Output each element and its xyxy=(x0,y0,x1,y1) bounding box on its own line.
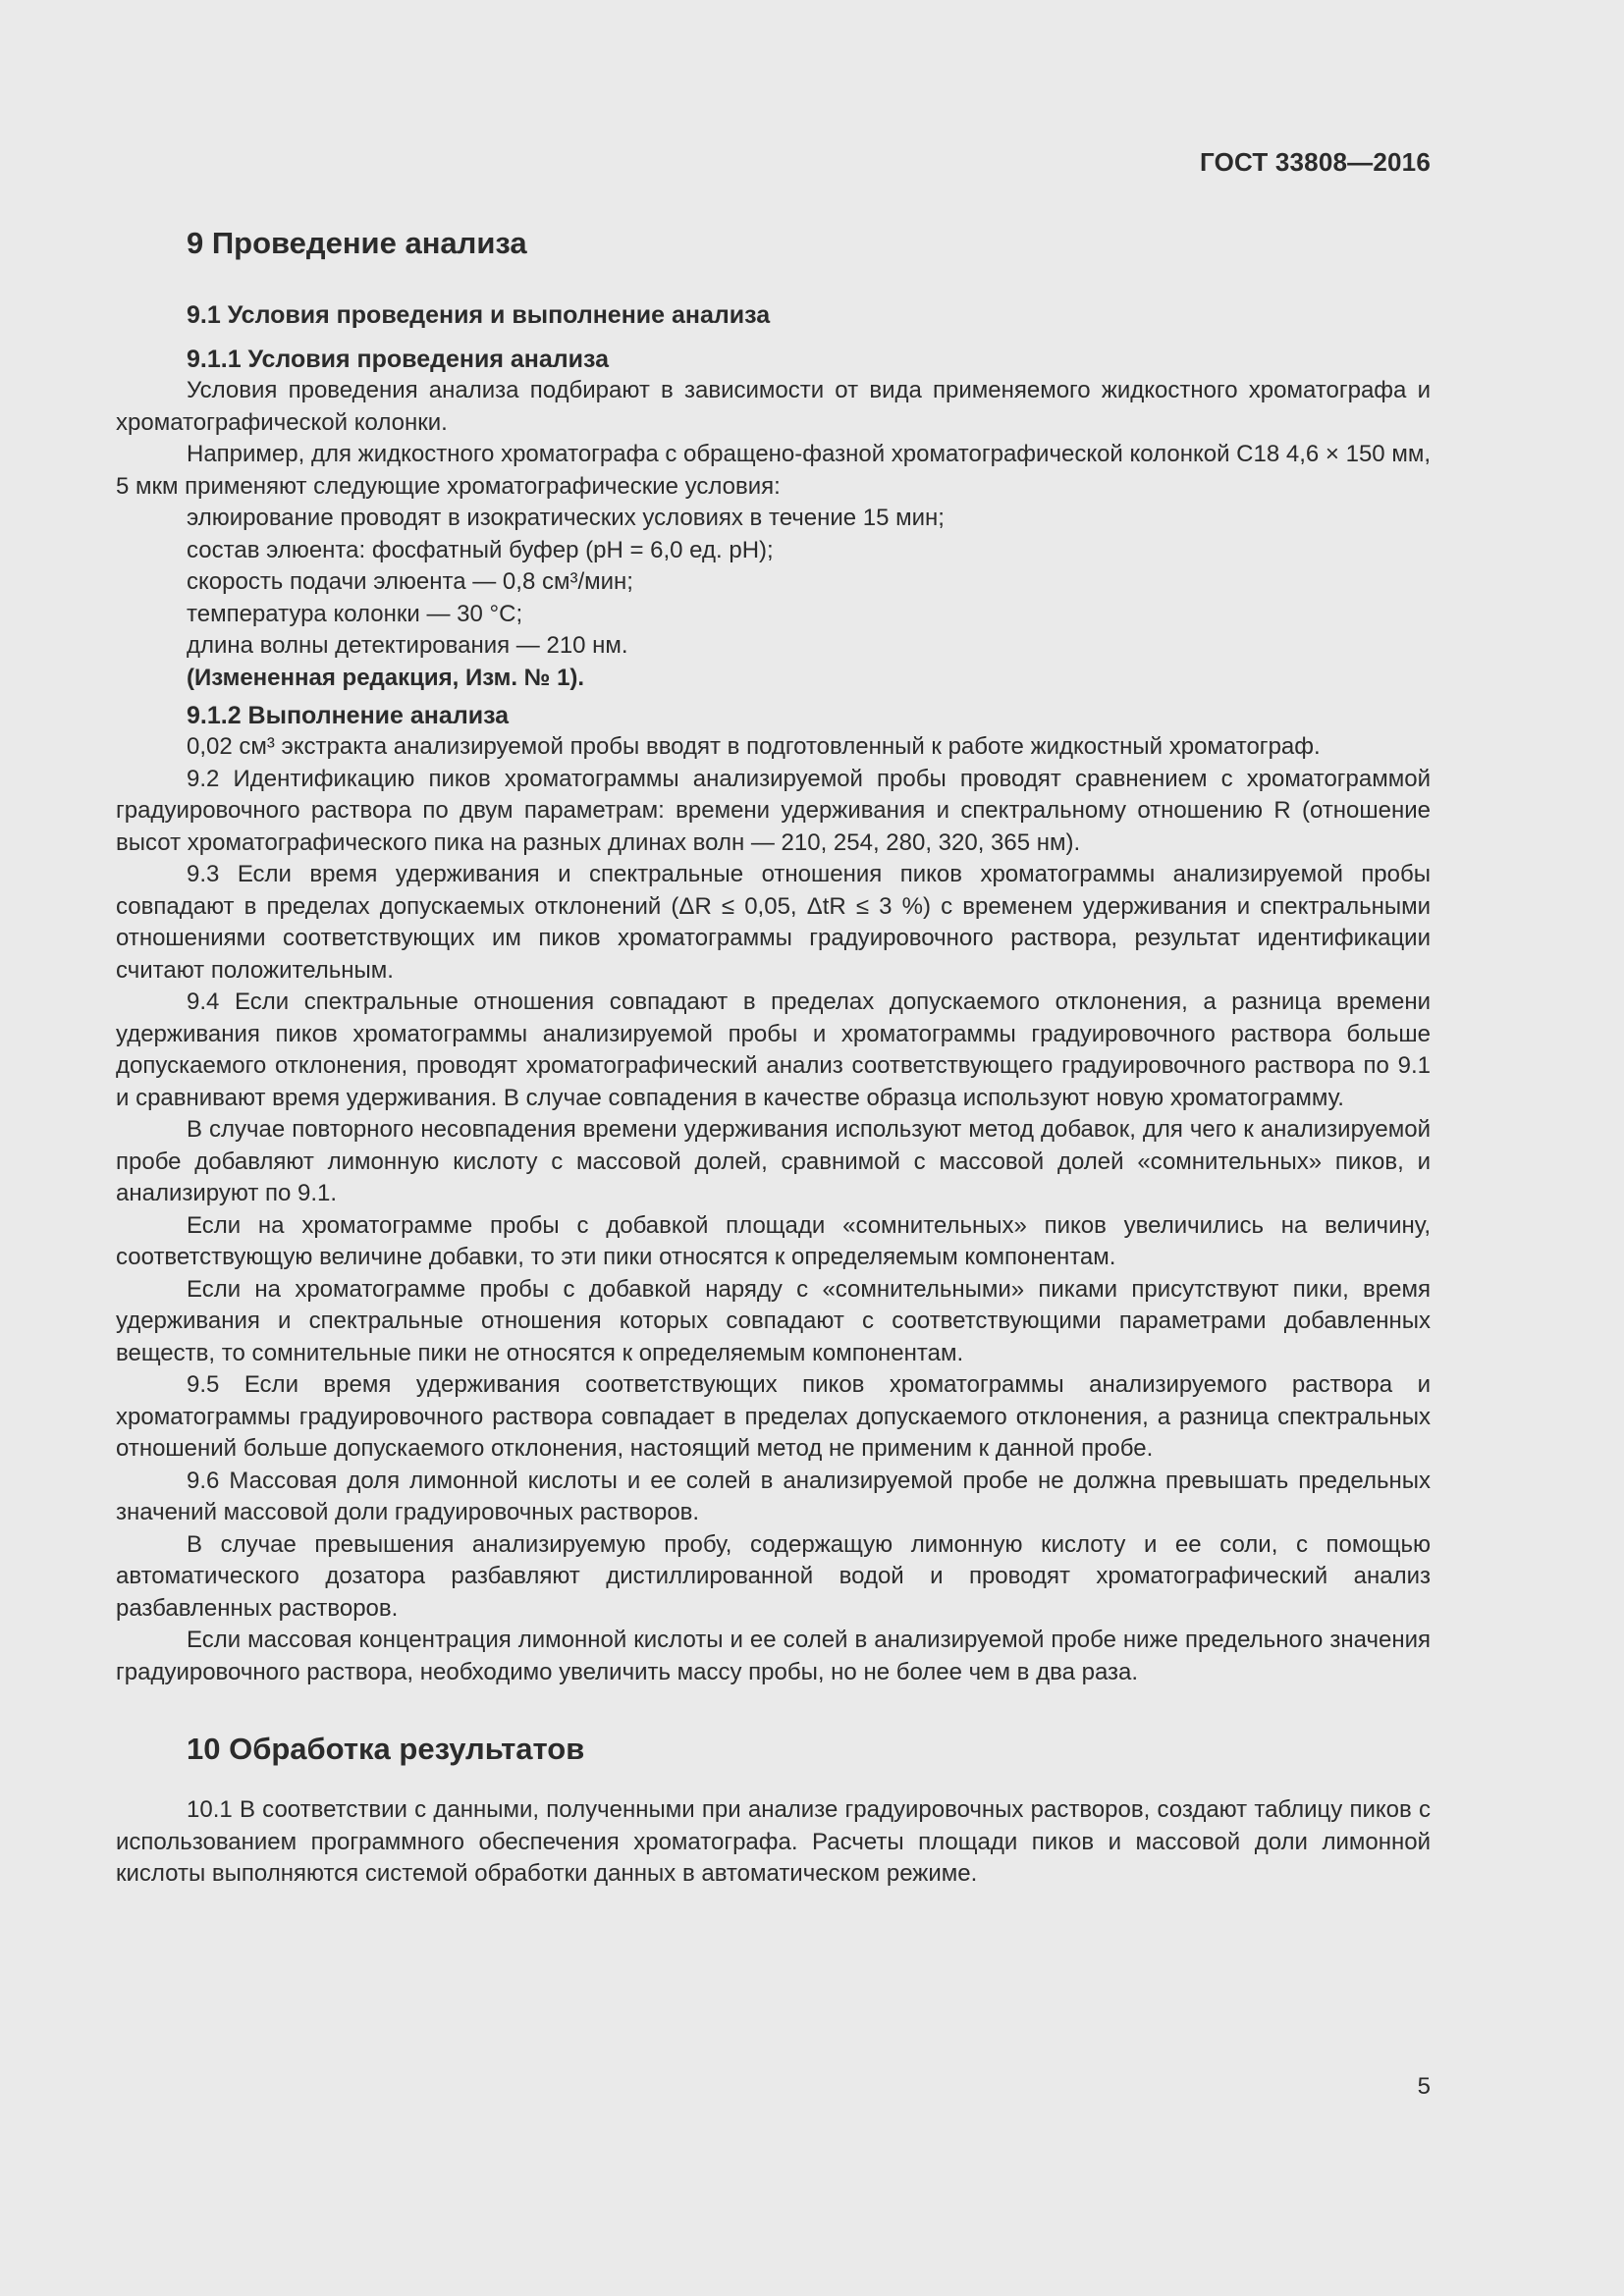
paragraph-9-4: 9.4 Если спектральные отношения совпадают в пределах допускаемого отклонения, а разница времени удерживания пиков хроматограммы анализируемой пробы и хроматограммы градуировочного раствора больше допускаемого отклонения, проводят хроматографический анализ соответствующего градуировочного раствора по 9.1 и сравнивают время удерживания. В случае совпадения в качестве образца используют новую хроматограмму. xyxy=(116,988,1431,1111)
paragraph-9-4-b: Если на хроматограмме пробы с добавкой площади «сомнительных» пиков увеличились на величину, соответствующую величине добавки, то эти пики относятся к определяемым компонентам. xyxy=(116,1211,1431,1270)
page-content xyxy=(116,218,1431,1891)
condition-item: состав элюента: фосфатный буфер (рН = 6,0 ед. рН); xyxy=(187,536,774,563)
paragraph-9-2: 9.2 Идентификацию пиков хроматограммы анализируемой пробы проводят сравнением с хроматограммой градуировочного раствора по двум параметрам: времени удерживания и спектральному отношению R (отношение высот хроматографического пика на разных длинах волн — 210, 254, 280, 320, 365 нм). xyxy=(116,765,1431,856)
section-9-1-2-title: 9.1.2 Выполнение анализа xyxy=(187,702,510,729)
section-9-title: 9 Проведение анализа xyxy=(187,226,527,260)
condition-item: температура колонки — 30 °С; xyxy=(187,600,523,627)
standard-id: ГОСТ 33808—2016 xyxy=(1200,147,1431,177)
section-10-title: 10 Обработка результатов xyxy=(187,1732,585,1766)
condition-item: элюирование проводят в изократических условиях в течение 15 мин; xyxy=(187,505,945,531)
section-9-1-1-title: 9.1.1 Условия проведения анализа xyxy=(187,346,610,373)
paragraph-10-1: 10.1 В соответствии с данными, полученными при анализе градуировочных растворов, создают таблицу пиков с использованием программного обеспечения хроматографа. Расчеты площади пиков и массовой доли лимонной кислоты выполняются системой обработки данных в автоматическом режиме. xyxy=(116,1796,1431,1887)
paragraph-9-3: 9.3 Если время удерживания и спектральные отношения пиков хроматограммы анализируемой пробы совпадают в пределах допускаемых отклонений (ΔR ≤ 0,05, ΔtR ≤ 3 %) с временем удерживания и спектральными отношениями соответствующих им пиков хроматограммы градуировочного раствора, результат идентификации считают положительным. xyxy=(116,861,1431,984)
paragraph-9-1-1-2: Например, для жидкостного хроматографа с обращено-фазной хроматографической колонкой С18 4,6 × 150 мм, 5 мкм применяют следующие хроматографические условия: xyxy=(116,441,1431,500)
paragraph-9-6-a: В случае превышения анализируемую пробу, содержащую лимонную кислоту и ее соли, с помощью автоматического дозатора разбавляют дистиллированной водой и проводят хроматографический анализ разбавленных растворов. xyxy=(116,1530,1431,1622)
paragraph-9-5: 9.5 Если время удерживания соответствующих пиков хроматограммы анализируемого раствора и хроматограммы градуировочного раствора совпадает в пределах допускаемого отклонения, а разница спектральных отношений больше допускаемого отклонения, настоящий метод не применим к данной пробе. xyxy=(116,1371,1431,1462)
condition-item: скорость подачи элюента — 0,8 см³/мин; xyxy=(187,568,633,595)
amendment-note: (Измененная редакция, Изм. № 1). xyxy=(187,664,585,691)
paragraph-9-6: 9.6 Массовая доля лимонной кислоты и ее солей в анализируемой пробе не должна превышать предельных значений массовой доли градуировочных растворов. xyxy=(116,1467,1431,1525)
paragraph-9-6-b: Если массовая концентрация лимонной кислоты и ее солей в анализируемой пробе ниже предельного значения градуировочного раствора, необходимо увеличить массу пробы, но не более чем в два раза. xyxy=(116,1627,1431,1685)
condition-item: длина волны детектирования — 210 нм. xyxy=(187,632,628,659)
paragraph-9-4-a: В случае повторного несовпадения времени удерживания используют метод добавок, для чего к анализируемой пробе добавляют лимонную кислоту с массовой долей, сравнимой с массовой долей «сомнительных» пиков, и анализируют по 9.1. xyxy=(116,1116,1431,1206)
paragraph-9-1-1-1: Условия проведения анализа подбирают в зависимости от вида применяемого жидкостного хроматографа и хроматографической колонки. xyxy=(116,377,1431,436)
paragraph-9-1-2-1: 0,02 см³ экстракта анализируемой пробы вводят в подготовленный к работе жидкостный хроматограф. xyxy=(187,733,1321,760)
paragraph-9-4-c: Если на хроматограмме пробы с добавкой наряду с «сомнительными» пиками присутствуют пики, время удерживания и спектральные отношения которых совпадают с соответствующими параметрами добавленных веществ, то сомнительные пики не относятся к определяемым компонентам. xyxy=(116,1275,1431,1366)
section-9-1-title: 9.1 Условия проведения и выполнение анализа xyxy=(187,301,771,329)
page-number: 5 xyxy=(1417,2073,1431,2100)
